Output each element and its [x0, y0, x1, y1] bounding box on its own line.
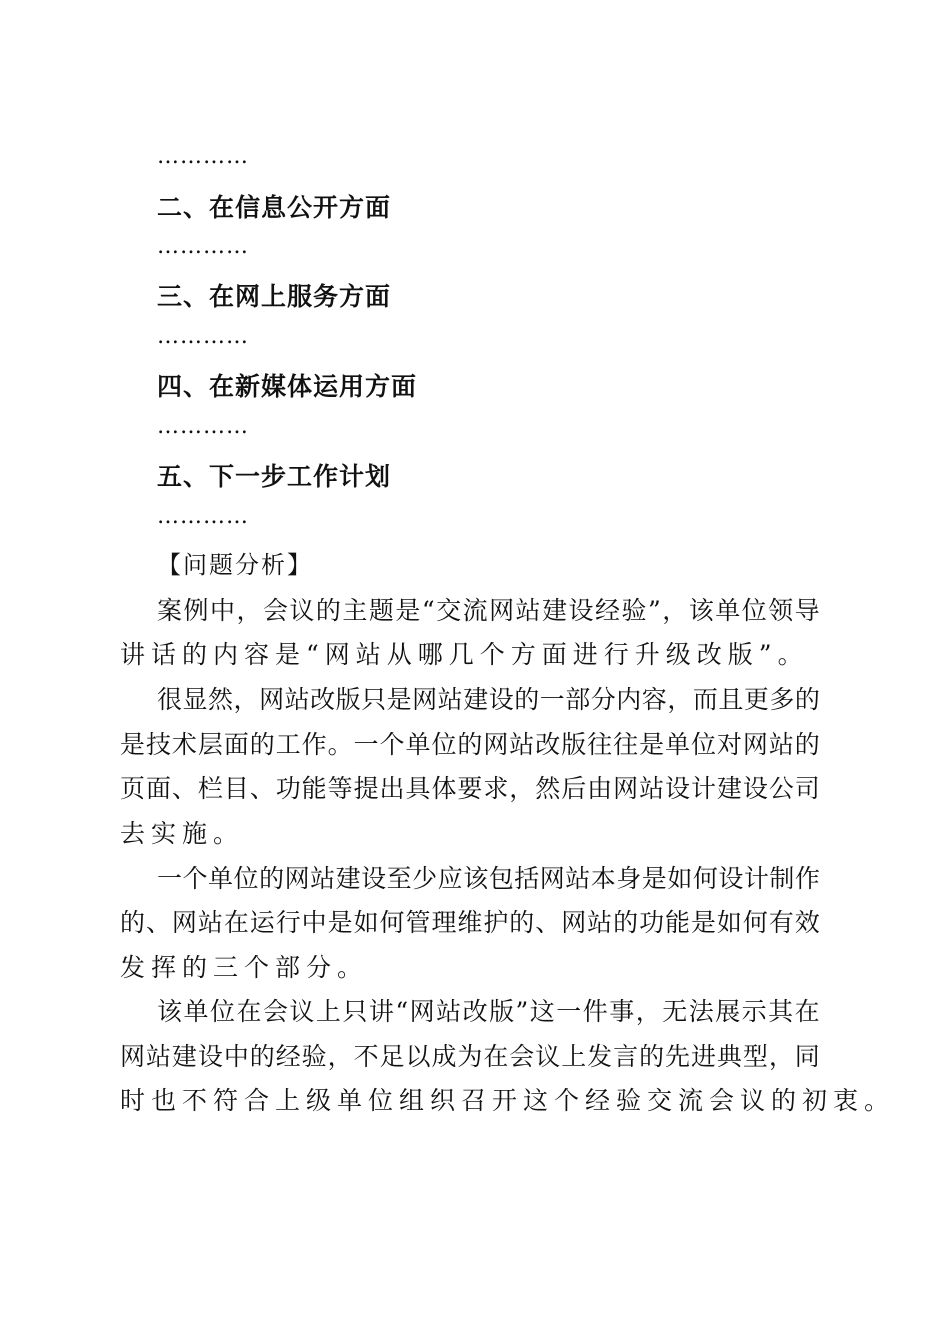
- paragraph-3-line-2: 的 、 网 站 在 运 行 中 是 如 何 管 理 维 护 的 、 网 站 的 功 能 是 如 何 有 效: [120, 908, 820, 937]
- paragraph-2-line-3: 页 面 、 栏 目 、 功 能 等 提 出 具 体 要 求 ， 然 后 由 网 站 设 计 建 设 公 司: [120, 774, 820, 803]
- paragraph-2-line-1: 很 显 然 ， 网 站 改 版 只 是 网 站 建 设 的 一 部 分 内 容 ， 而 且 更 多 的: [157, 685, 820, 714]
- paragraph-4-line-3: 时也不符合上级单位组织召开这个经验交流会议的初衷。: [120, 1086, 896, 1115]
- paragraph-1-line-1: 案 例 中 ， 会 议 的 主 题 是 “ 交 流 网 站 建 设 经 验 ” ， 该 单 位 领 导: [157, 596, 820, 625]
- section-heading-online-service: 三、在网上服务方面: [157, 282, 392, 311]
- paragraph-4-line-2: 网 站 建 设 中 的 经 验 ， 不 足 以 成 为 在 会 议 上 发 言 的 先 进 典 型 ， 同: [120, 1042, 820, 1071]
- paragraph-4-line-1: 该 单 位 在 会 议 上 只 讲 “ 网 站 改 版 ” 这 一 件 事 ， 无 法 展 示 其 在: [157, 997, 820, 1026]
- paragraph-3-line-3: 发挥的三个部分。: [120, 953, 369, 982]
- paragraph-3-line-1: 一 个 单 位 的 网 站 建 设 至 少 应 该 包 括 网 站 本 身 是 如 何 设 计 制 作: [157, 864, 820, 893]
- ellipsis-line: …………: [157, 234, 249, 259]
- section-heading-information-disclosure: 二、在信息公开方面: [157, 193, 392, 222]
- analysis-label: 【问题分析】: [157, 551, 313, 579]
- paragraph-2-line-2: 是 技 术 层 面 的 工 作 。 一 个 单 位 的 网 站 改 版 往 往 是 单 位 对 网 站 的: [120, 730, 820, 759]
- ellipsis-line: …………: [157, 144, 249, 169]
- paragraph-2-line-4: 去实施。: [120, 819, 245, 848]
- ellipsis-line: …………: [157, 504, 249, 529]
- paragraph-1-line-2: 讲话的内容是“网站从哪几个方面进行升级改版”。: [120, 640, 809, 669]
- ellipsis-line: …………: [157, 414, 249, 439]
- ellipsis-line: …………: [157, 324, 249, 349]
- section-heading-new-media: 四、在新媒体运用方面: [157, 372, 418, 401]
- section-heading-next-plan: 五、下一步工作计划: [157, 462, 392, 491]
